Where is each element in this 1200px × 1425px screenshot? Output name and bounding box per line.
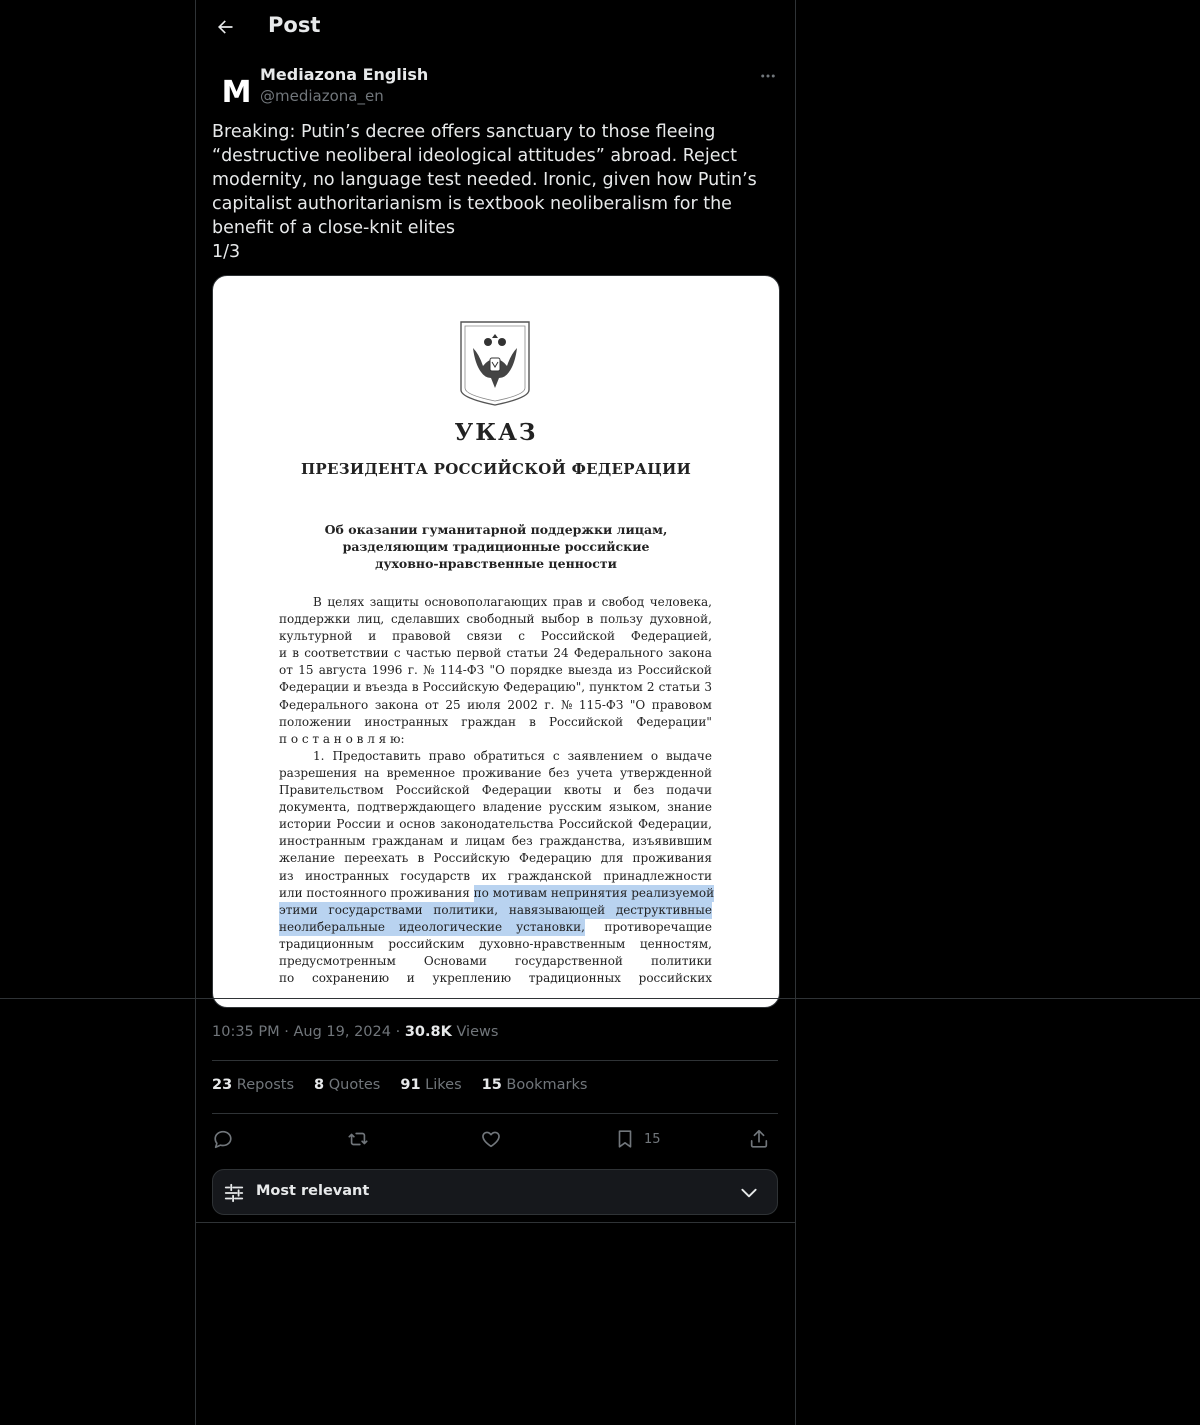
reply-sort-dropdown[interactable] (212, 1169, 778, 1215)
document-word: иностранных (305, 868, 389, 883)
document-word: государствами (328, 902, 423, 917)
document-word: о (650, 748, 659, 763)
post-date[interactable]: Aug 19, 2024 (293, 1024, 391, 1040)
quotes-stat[interactable] (314, 1077, 380, 1093)
document-word: культурной (279, 629, 353, 644)
document-word: гражданства, (539, 834, 626, 849)
like-icon (480, 1128, 502, 1150)
document-word: 3 (704, 680, 712, 695)
back-button[interactable] (210, 12, 240, 42)
reposts-label: Reposts (236, 1077, 295, 1093)
document-word: и (279, 646, 287, 661)
document-word: Российскую (433, 851, 510, 866)
document-line (279, 833, 712, 850)
document-word: квоты (563, 783, 602, 798)
document-line (279, 936, 712, 953)
post-image[interactable] (212, 275, 780, 1008)
document-subtitle: ПРЕЗИДЕНТА РОССИЙСКОЙ ФЕДЕРАЦИИ (300, 460, 692, 478)
document-word: июля (467, 697, 501, 712)
document-word: государственной (514, 953, 623, 968)
document-word: политики (650, 953, 712, 968)
document-word: закона (374, 697, 419, 712)
document-word: выдаче (666, 748, 712, 763)
avatar[interactable]: M (221, 74, 251, 110)
document-word: Федерального (573, 646, 664, 661)
document-word: Федерации (279, 680, 350, 695)
bookmarks-label: Bookmarks (506, 1077, 588, 1093)
document-word: 2 (646, 680, 655, 695)
document-word: пользу (599, 612, 643, 627)
document-word: положении (279, 714, 352, 729)
document-word: 115-ФЗ (578, 697, 624, 712)
document-line (279, 748, 712, 765)
document-line (279, 628, 712, 645)
document-word: российских (638, 971, 712, 986)
document-word: защиты (369, 595, 419, 609)
document-word: Федерации (481, 783, 552, 798)
document-word: традиционных (528, 971, 621, 986)
document-word: российским (388, 936, 465, 951)
document-word: духовно-нравственным (479, 936, 626, 951)
document-line-text: противоречащие (604, 919, 712, 934)
document-word: Российской (637, 663, 712, 678)
document-word: государств (400, 868, 470, 883)
document-line (279, 611, 712, 628)
quotes-count: 8 (314, 1077, 325, 1093)
document-word: 1. (313, 748, 325, 763)
document-word: сделавших (390, 612, 460, 627)
document-word: основополагающих (424, 595, 548, 609)
document-word: "О (489, 663, 505, 678)
document-body (279, 594, 715, 987)
document-word: в (586, 612, 594, 627)
document-word: в (411, 680, 419, 695)
document-word: въезда (365, 680, 408, 695)
divider (196, 1222, 795, 1223)
document-word: и (406, 971, 415, 986)
likes-stat[interactable] (400, 1077, 461, 1093)
author-handle[interactable]: @mediazona_en (260, 87, 384, 105)
document-word: В (313, 595, 322, 609)
document-word: и (386, 817, 395, 832)
document-word: и (368, 629, 377, 644)
more-icon (759, 67, 777, 85)
reply-button[interactable] (212, 1124, 234, 1154)
document-word: пунктом (589, 680, 643, 695)
document-word: выбор (541, 612, 580, 627)
document-word: без (548, 765, 570, 780)
document-word: их (481, 868, 497, 883)
document-word: и (450, 834, 459, 849)
document-word: Федерацию (519, 851, 592, 866)
repost-button[interactable] (346, 1124, 370, 1154)
document-line (279, 953, 712, 970)
document-word: деструктивные (615, 902, 712, 917)
document-word: духовной, (649, 612, 712, 627)
document-heading-line: разделяющим традиционные российские (342, 539, 650, 554)
document-word: на (364, 765, 380, 780)
coat-of-arms-icon (459, 320, 531, 406)
post-header (196, 0, 795, 54)
document-word: предусмотренным (279, 953, 396, 968)
like-button[interactable] (480, 1124, 502, 1154)
document-word: статьи (658, 680, 701, 695)
document-word: прав (552, 595, 583, 609)
likes-label: Likes (425, 1077, 462, 1093)
document-word: заявлением (567, 748, 643, 763)
document-word: традиционным (279, 936, 374, 951)
document-word: без (511, 834, 533, 849)
document-word: подачи (666, 783, 712, 798)
document-word: выезда (568, 663, 613, 678)
document-word: без (633, 783, 655, 798)
quotes-label: Quotes (328, 1077, 381, 1093)
document-line (279, 799, 712, 816)
document-word: первой (456, 646, 502, 661)
document-word: временное (386, 765, 456, 780)
document-word: укреплению (432, 971, 512, 986)
highlighted-text: по мотивам непринятия реализуемой (474, 885, 714, 902)
document-word: от (424, 697, 439, 712)
document-word: с (393, 646, 401, 661)
decree-document (213, 276, 779, 1007)
repost-icon (346, 1128, 370, 1150)
document-word: истории (279, 817, 332, 832)
document-word: поддержки (279, 612, 351, 627)
document-word: № (561, 697, 573, 712)
document-word: свободный (466, 612, 535, 627)
document-line (279, 765, 712, 782)
document-line (279, 679, 712, 696)
bookmarks-stat[interactable] (482, 1077, 588, 1093)
document-word: гражданам (372, 834, 444, 849)
document-word: и (353, 680, 362, 695)
document-word: учета (576, 765, 613, 780)
document-word: гражданской (507, 868, 592, 883)
document-word: соответствии (304, 646, 389, 661)
document-word: утвержденной (619, 765, 712, 780)
document-title: УКАЗ (454, 419, 538, 446)
bookmark-button[interactable] (614, 1124, 661, 1154)
document-heading (313, 521, 679, 572)
back-arrow-icon (215, 17, 235, 37)
document-word: с (552, 748, 560, 763)
highlighted-text (279, 919, 585, 936)
document-word: для (600, 851, 624, 866)
views-label: Views (456, 1024, 499, 1040)
document-line (279, 816, 712, 833)
document-line (279, 868, 712, 885)
reposts-count: 23 (212, 1077, 233, 1093)
chevron-down-icon (739, 1183, 759, 1203)
document-word: Федерального (279, 697, 369, 712)
document-word: в (417, 851, 425, 866)
document-word: с (518, 629, 525, 644)
document-word: подтверждающего (357, 800, 476, 815)
document-word: Российской (395, 783, 470, 798)
document-line (279, 970, 712, 987)
document-word: Федерацию", (503, 680, 586, 695)
document-word: основ (399, 817, 436, 832)
document-word: Российскую (422, 680, 500, 695)
document-word: лиц, (357, 612, 385, 627)
document-word: иностранным (279, 834, 366, 849)
more-button[interactable] (756, 64, 780, 88)
bookmarks-count: 15 (481, 1077, 502, 1093)
document-word: 2002 (507, 697, 538, 712)
document-word: русским (548, 800, 602, 815)
document-word: статьи (506, 646, 549, 661)
document-word: и (588, 595, 597, 609)
document-line-text: п о с т а н о в л я ю: (279, 731, 405, 746)
document-word: 24 (553, 646, 569, 661)
likes-count: 91 (400, 1077, 421, 1093)
document-word: принадлежности (603, 868, 712, 883)
document-word: проживание (462, 765, 542, 780)
document-word: документа, (279, 800, 351, 815)
bookmark-icon (614, 1128, 636, 1150)
engagement-stats (212, 1077, 587, 1093)
document-word: этими (279, 902, 318, 917)
post-text: Breaking: Putin’s decree offers sanctuary to those fleeing “destructive neoliberal ideological attitudes” abroad. Reject modernity, no language test needed. Ironic, given how Putin’s capitalist authoritarianism is textbook neoliberalism for the benefit of a close-knit elites (212, 122, 757, 238)
document-line (279, 594, 712, 611)
document-word: иностранных (364, 714, 449, 729)
document-heading-line: Об оказании гуманитарной поддержки лицам, (324, 522, 668, 537)
document-line (279, 731, 712, 748)
document-word: идеологические (398, 919, 503, 934)
document-word: Российской (548, 714, 624, 729)
sliders-icon (223, 1182, 245, 1204)
document-word: 15 (298, 663, 314, 678)
document-line (279, 697, 712, 714)
document-word: Федерации, (638, 817, 712, 832)
document-word: обратиться (473, 748, 545, 763)
document-word: установки, (516, 919, 585, 934)
document-word: частью (405, 646, 452, 661)
document-word: и (613, 783, 622, 798)
document-word: человека, (649, 595, 712, 609)
document-word: свобод (601, 595, 645, 609)
document-word: в (529, 714, 536, 729)
share-button[interactable] (748, 1124, 770, 1154)
document-line (279, 850, 712, 867)
document-word: владение (482, 800, 542, 815)
sort-label: Most relevant (256, 1183, 370, 1199)
document-word: целях (327, 595, 365, 609)
meta-separator: · (284, 1024, 294, 1040)
document-word: г. (407, 663, 418, 678)
document-word: Российской (558, 817, 633, 832)
thread-counter: 1/3 (212, 242, 241, 262)
post-time[interactable]: 10:35 PM (212, 1024, 280, 1040)
document-word: желание (279, 851, 336, 866)
author-name[interactable]: Mediazona English (260, 65, 429, 84)
document-word: Правительством (279, 783, 384, 798)
document-line (279, 902, 712, 919)
divider (212, 1060, 778, 1061)
document-word: от (279, 663, 293, 678)
document-word: правовой (392, 629, 451, 644)
document-word: Российской (540, 629, 616, 644)
document-word: Основами (423, 953, 487, 968)
document-word: политики, (433, 902, 499, 917)
document-heading-line: духовно-нравственные ценности (375, 556, 617, 571)
document-line (279, 919, 712, 936)
action-bar (212, 1124, 778, 1154)
document-line (279, 662, 712, 679)
document-word: переехать (344, 851, 409, 866)
document-word: правовом (651, 697, 712, 712)
document-word: языком, (608, 800, 661, 815)
document-word: августа (318, 663, 367, 678)
document-word: изъявившим (632, 834, 712, 849)
document-word: ценностям, (639, 936, 712, 951)
document-word: разрешения (279, 765, 357, 780)
document-word: 1996 (371, 663, 403, 678)
document-word: навязывающей (508, 902, 606, 917)
document-word: Федерацией, (630, 629, 712, 644)
share-icon (748, 1128, 770, 1150)
document-word: право (428, 748, 466, 763)
document-word: порядке (510, 663, 563, 678)
document-word: г. (544, 697, 555, 712)
document-word: в (292, 646, 299, 661)
document-word: законодательства (440, 817, 554, 832)
document-word: из (279, 868, 294, 883)
views-count: 30.8K (404, 1024, 452, 1040)
document-word: сохранению (311, 971, 390, 986)
page-divider (0, 998, 1200, 999)
document-word: лицам (465, 834, 505, 849)
divider (212, 1113, 778, 1114)
document-word: связи (466, 629, 503, 644)
document-word: граждан (461, 714, 516, 729)
document-word: закона (668, 646, 712, 661)
document-word: знание (667, 800, 712, 815)
document-line-text: или постоянного проживания (279, 885, 474, 900)
reposts-stat[interactable] (212, 1077, 294, 1093)
document-word: № (423, 663, 435, 678)
document-word: "О (629, 697, 646, 712)
document-word: 114-ФЗ (439, 663, 485, 678)
document-word: по (279, 971, 295, 986)
document-word: Предоставить (332, 748, 421, 763)
document-word: России (336, 817, 382, 832)
document-word: Федерации" (636, 714, 712, 729)
bookmark-count: 15 (644, 1131, 661, 1147)
document-word: проживания (632, 851, 712, 866)
post-meta (212, 1024, 498, 1040)
document-word: из (617, 663, 633, 678)
reply-icon (212, 1128, 234, 1150)
document-line (279, 885, 715, 902)
main-column (195, 0, 796, 1425)
document-word: неолиберальные (279, 919, 385, 934)
document-line (279, 782, 712, 799)
meta-separator: · (395, 1024, 405, 1040)
document-line (279, 645, 712, 662)
page-title: Post (268, 13, 321, 37)
document-word: 25 (445, 697, 461, 712)
document-line (279, 714, 712, 731)
